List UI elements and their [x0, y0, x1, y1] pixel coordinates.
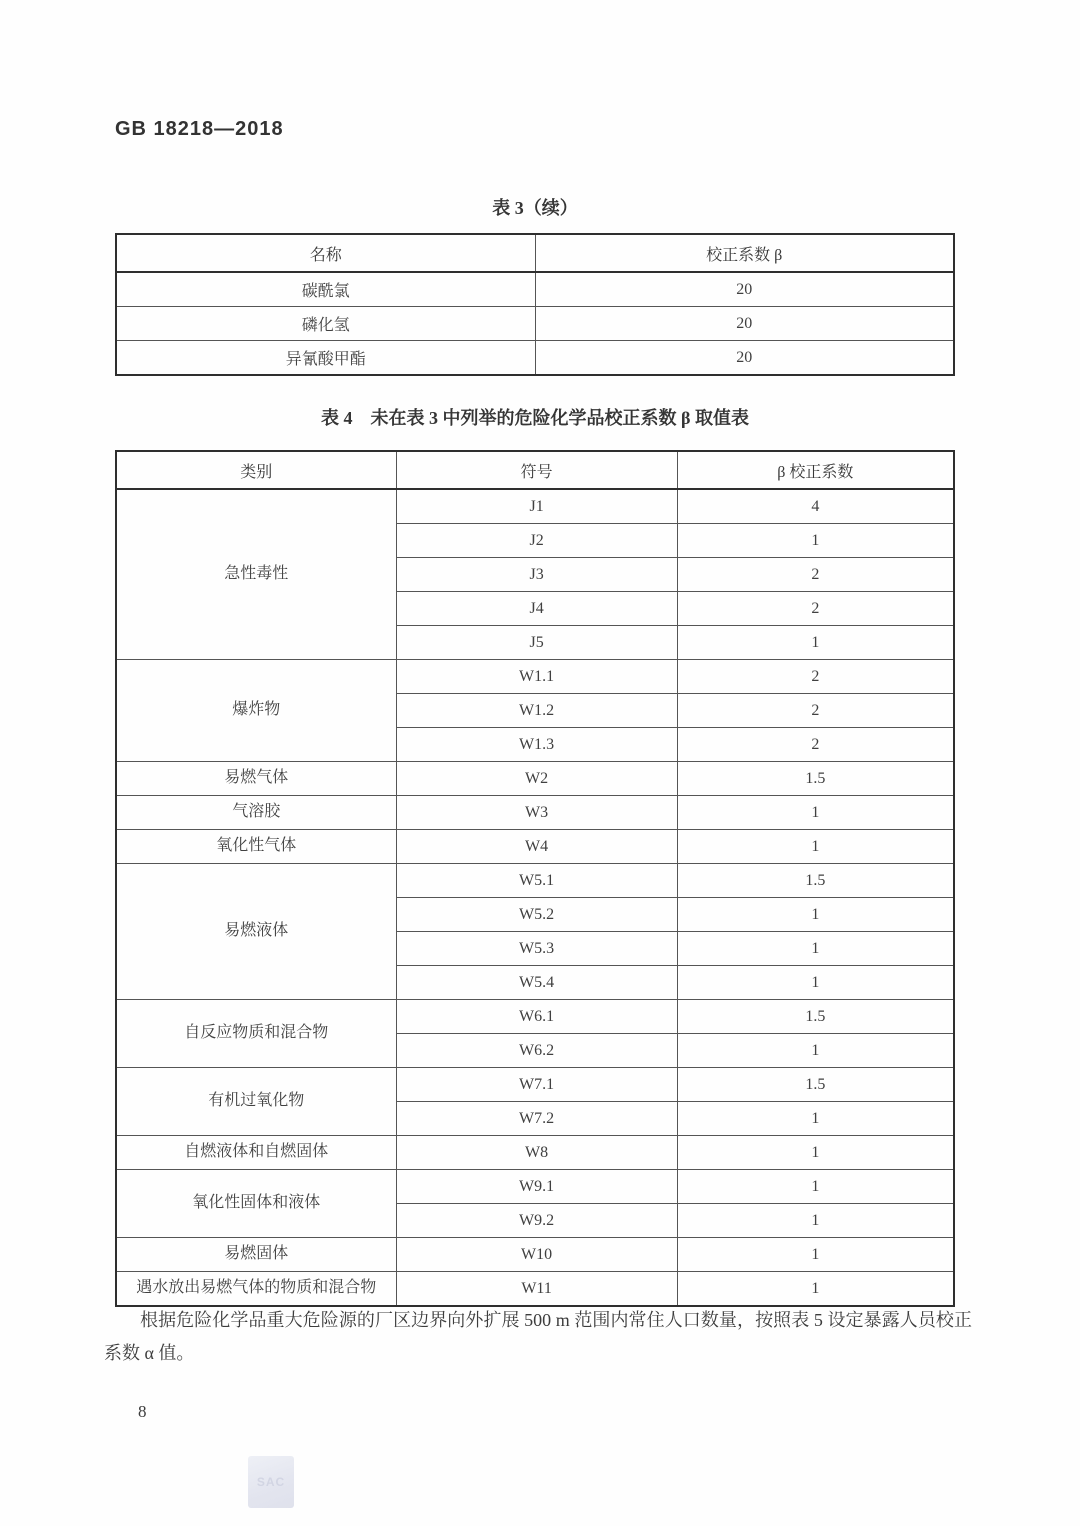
table4-value-cell: 2	[677, 660, 954, 694]
table3-name-cell: 磷化氢	[116, 307, 535, 341]
table-row	[116, 830, 954, 864]
table3-value-cell: 20	[535, 307, 954, 341]
table4-symbol-cell: W1.1	[396, 660, 677, 694]
table3-header-name: 名称	[116, 234, 535, 272]
table3-value-cell: 20	[535, 272, 954, 307]
table4-header-coefficient: β 校正系数	[677, 451, 954, 489]
table3	[115, 233, 955, 376]
table4-symbol-cell: W8	[396, 1136, 677, 1170]
table4	[115, 450, 955, 1307]
table4-symbol-cell: W6.1	[396, 1000, 677, 1034]
table4-category-cell: 自燃液体和自燃固体	[116, 1136, 396, 1170]
table4-symbol-cell: W1.2	[396, 694, 677, 728]
table-row	[116, 762, 954, 796]
table4-value-cell: 4	[677, 489, 954, 524]
table4-value-cell: 1	[677, 626, 954, 660]
table4-symbol-cell: J2	[396, 524, 677, 558]
table4-symbol-cell: W9.1	[396, 1170, 677, 1204]
sac-watermark-text: SAC	[256, 1475, 286, 1489]
table4-symbol-cell: W5.1	[396, 864, 677, 898]
table-row	[116, 1000, 954, 1034]
table4-symbol-cell: W6.2	[396, 1034, 677, 1068]
table-row	[116, 796, 954, 830]
body-paragraph: 根据危险化学品重大危险源的厂区边界向外扩展 500 m 范围内常住人口数量，按照表 5 设定暴露人员校正系数 α 值。	[104, 1310, 972, 1364]
table4-symbol-cell: W5.4	[396, 966, 677, 1000]
table4-category-cell: 氧化性固体和液体	[116, 1170, 396, 1238]
table4-symbol-cell: W2	[396, 762, 677, 796]
table4-category-cell: 易燃液体	[116, 864, 396, 1000]
table4-symbol-cell: J4	[396, 592, 677, 626]
table4-symbol-cell: J1	[396, 489, 677, 524]
table4-value-cell: 1.5	[677, 1000, 954, 1034]
table3-value-cell: 20	[535, 341, 954, 376]
table-row	[116, 1170, 954, 1204]
table4-category-cell: 易燃固体	[116, 1238, 396, 1272]
table4-symbol-cell: W5.3	[396, 932, 677, 966]
table-row	[116, 489, 954, 524]
table4-body	[116, 489, 954, 1306]
table4-value-cell: 1	[677, 1272, 954, 1307]
table4-category-cell: 易燃气体	[116, 762, 396, 796]
table4-value-cell: 1	[677, 796, 954, 830]
table4-value-cell: 1	[677, 1034, 954, 1068]
table3-title: 表 3（续）	[492, 198, 578, 218]
table4-category-cell: 氧化性气体	[116, 830, 396, 864]
table4-symbol-cell: W9.2	[396, 1204, 677, 1238]
table4-category-cell: 急性毒性	[116, 489, 396, 660]
table4-value-cell: 2	[677, 694, 954, 728]
table4-value-cell: 1	[677, 1238, 954, 1272]
table4-symbol-cell: W11	[396, 1272, 677, 1307]
table-row	[116, 864, 954, 898]
table4-value-cell: 2	[677, 592, 954, 626]
table4-symbol-cell: W4	[396, 830, 677, 864]
table4-value-cell: 1	[677, 898, 954, 932]
table4-symbol-cell: W3	[396, 796, 677, 830]
table4-value-cell: 1	[677, 1170, 954, 1204]
table4-value-cell: 1	[677, 966, 954, 1000]
table-row	[116, 660, 954, 694]
table4-symbol-cell: J3	[396, 558, 677, 592]
table-row	[116, 341, 954, 376]
table4-symbol-cell: W7.2	[396, 1102, 677, 1136]
table-row	[116, 1238, 954, 1272]
table4-category-cell: 自反应物质和混合物	[116, 1000, 396, 1068]
table4-symbol-cell: W1.3	[396, 728, 677, 762]
table4-value-cell: 1	[677, 1102, 954, 1136]
table3-name-cell: 碳酰氯	[116, 272, 535, 307]
table4-value-cell: 1.5	[677, 762, 954, 796]
table3-body	[116, 272, 954, 375]
table4-category-cell: 有机过氧化物	[116, 1068, 396, 1136]
table4-value-cell: 1.5	[677, 1068, 954, 1102]
table3-header-coefficient: 校正系数 β	[535, 234, 954, 272]
table3-name-cell: 异氰酸甲酯	[116, 341, 535, 376]
table-row	[116, 1272, 954, 1307]
table4-symbol-cell: W5.2	[396, 898, 677, 932]
table4-value-cell: 1	[677, 932, 954, 966]
table4-title: 表 4 未在表 3 中列举的危险化学品校正系数 β 取值表	[321, 408, 749, 428]
table3-header-row	[116, 234, 954, 272]
table-row	[116, 307, 954, 341]
table4-value-cell: 2	[677, 728, 954, 762]
table4-category-cell: 气溶胶	[116, 796, 396, 830]
table4-symbol-cell: J5	[396, 626, 677, 660]
table4-header-symbol: 符号	[396, 451, 677, 489]
table-row	[116, 1136, 954, 1170]
table4-symbol-cell: W7.1	[396, 1068, 677, 1102]
table4-value-cell: 1	[677, 1136, 954, 1170]
page-number: 8	[138, 1402, 147, 1421]
table-row	[116, 272, 954, 307]
table4-value-cell: 2	[677, 558, 954, 592]
table4-symbol-cell: W10	[396, 1238, 677, 1272]
table4-header-category: 类别	[116, 451, 396, 489]
table4-value-cell: 1	[677, 830, 954, 864]
table4-value-cell: 1	[677, 1204, 954, 1238]
table4-category-cell: 爆炸物	[116, 660, 396, 762]
table4-value-cell: 1.5	[677, 864, 954, 898]
table-row	[116, 1068, 954, 1102]
table4-value-cell: 1	[677, 524, 954, 558]
table4-header-row	[116, 451, 954, 489]
table4-category-cell: 遇水放出易燃气体的物质和混合物	[116, 1272, 396, 1307]
sac-watermark-logo	[248, 1456, 294, 1508]
standard-code: GB 18218—2018	[115, 118, 284, 140]
